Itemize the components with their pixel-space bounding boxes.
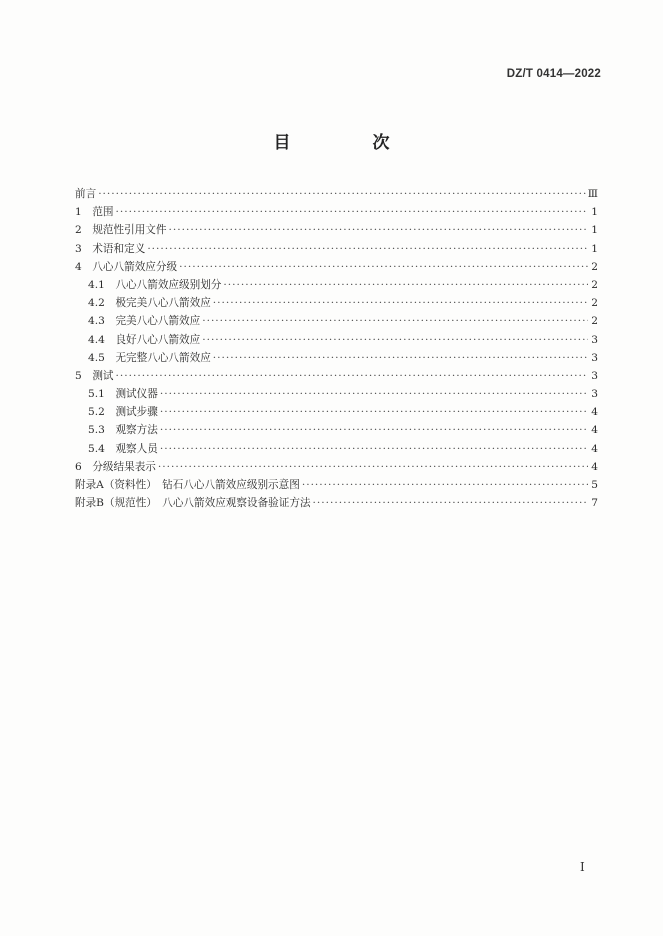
toc-entry-label: 4.3 完美八心八箭效应 — [88, 315, 201, 328]
toc-entry[interactable] — [75, 494, 600, 512]
toc-entry-page: 1 — [591, 224, 598, 237]
toc-entry[interactable] — [75, 240, 600, 258]
toc-entry[interactable] — [75, 221, 600, 239]
toc-entry-page: 2 — [591, 297, 598, 310]
toc-entry-label: 3 术语和定义 — [75, 242, 146, 255]
toc-leader-dots — [179, 258, 588, 276]
toc-leader-dots — [147, 240, 588, 258]
toc-leader-dots — [213, 294, 588, 312]
toc-entry[interactable] — [75, 367, 600, 385]
toc-entry-page: 4 — [591, 424, 598, 437]
toc-entry-label: 4.1 八心八箭效应级别划分 — [88, 278, 222, 291]
toc-entry[interactable] — [75, 403, 600, 421]
toc-entry[interactable] — [75, 385, 600, 403]
toc-leader-dots — [302, 476, 588, 494]
toc-entry-page: 2 — [591, 315, 598, 328]
toc-entry-page: Ⅲ — [587, 188, 598, 200]
toc-entry-label: 5.3 观察方法 — [88, 424, 158, 437]
toc-entry-page: 2 — [591, 260, 598, 273]
toc-leader-dots — [202, 331, 588, 349]
toc-entry-page: 3 — [591, 369, 598, 382]
toc-entry-label: 附录B（规范性） 八心八箭效应观察设备验证方法 — [75, 497, 311, 510]
toc-entry-page: 7 — [591, 497, 598, 510]
toc-leader-dots — [202, 312, 588, 330]
toc-entry[interactable] — [75, 276, 600, 294]
toc-leader-dots — [98, 185, 586, 203]
toc-entry-label: 4.2 极完美八心八箭效应 — [88, 297, 211, 310]
toc-leader-dots — [160, 440, 588, 458]
toc-leader-dots — [158, 458, 588, 476]
toc-leader-dots — [160, 403, 588, 421]
toc-entry[interactable] — [75, 476, 600, 494]
toc-entry-label: 6 分级结果表示 — [75, 460, 156, 473]
toc-entry-page: 3 — [591, 388, 598, 401]
toc-entry-page: 3 — [591, 351, 598, 364]
toc-leader-dots — [223, 276, 588, 294]
toc-entry[interactable] — [75, 458, 600, 476]
page-title: 目 次 — [273, 133, 428, 153]
toc-entry[interactable] — [75, 185, 600, 203]
toc-entry-page: 4 — [591, 460, 598, 473]
toc-entry-page: 4 — [591, 442, 598, 455]
toc-entry-page: 1 — [591, 206, 598, 219]
toc-leader-dots — [160, 385, 588, 403]
toc-entry[interactable] — [75, 349, 600, 367]
toc-entry-label: 2 规范性引用文件 — [75, 224, 167, 237]
toc-entry-label: 5.2 测试步骤 — [88, 406, 158, 419]
table-of-contents — [75, 185, 600, 512]
toc-entry[interactable] — [75, 203, 600, 221]
toc-entry[interactable] — [75, 421, 600, 439]
toc-leader-dots — [169, 221, 589, 239]
document-code: DZ/T 0414—2022 — [506, 68, 601, 80]
toc-leader-dots — [116, 203, 588, 221]
toc-entry-label: 附录A（资料性） 钻石八心八箭效应级别示意图 — [75, 479, 300, 491]
toc-entry-label: 1 范围 — [75, 206, 114, 219]
toc-entry-page: 1 — [591, 242, 598, 255]
toc-entry-page: 3 — [591, 333, 598, 346]
toc-entry[interactable] — [75, 312, 600, 330]
toc-entry[interactable] — [75, 294, 600, 312]
toc-entry[interactable] — [75, 258, 600, 276]
toc-entry-label: 5.4 观察人员 — [88, 442, 158, 455]
toc-entry[interactable] — [75, 440, 600, 458]
toc-leader-dots — [116, 367, 588, 385]
toc-leader-dots — [313, 494, 588, 512]
toc-entry-label: 前言 — [75, 188, 97, 200]
toc-entry-label: 5.1 测试仪器 — [88, 388, 158, 401]
toc-entry-label: 4.4 良好八心八箭效应 — [88, 333, 201, 346]
page-number: Ⅰ — [580, 860, 585, 874]
toc-entry-page: 2 — [591, 278, 598, 291]
toc-entry-label: 5 测试 — [75, 369, 114, 382]
toc-entry[interactable] — [75, 331, 600, 349]
toc-entry-page: 4 — [591, 406, 598, 419]
toc-entry-label: 4 八心八箭效应分级 — [75, 260, 178, 273]
toc-leader-dots — [160, 421, 588, 439]
toc-entry-label: 4.5 无完整八心八箭效应 — [88, 351, 211, 364]
toc-entry-page: 5 — [591, 479, 598, 491]
toc-leader-dots — [213, 349, 588, 367]
